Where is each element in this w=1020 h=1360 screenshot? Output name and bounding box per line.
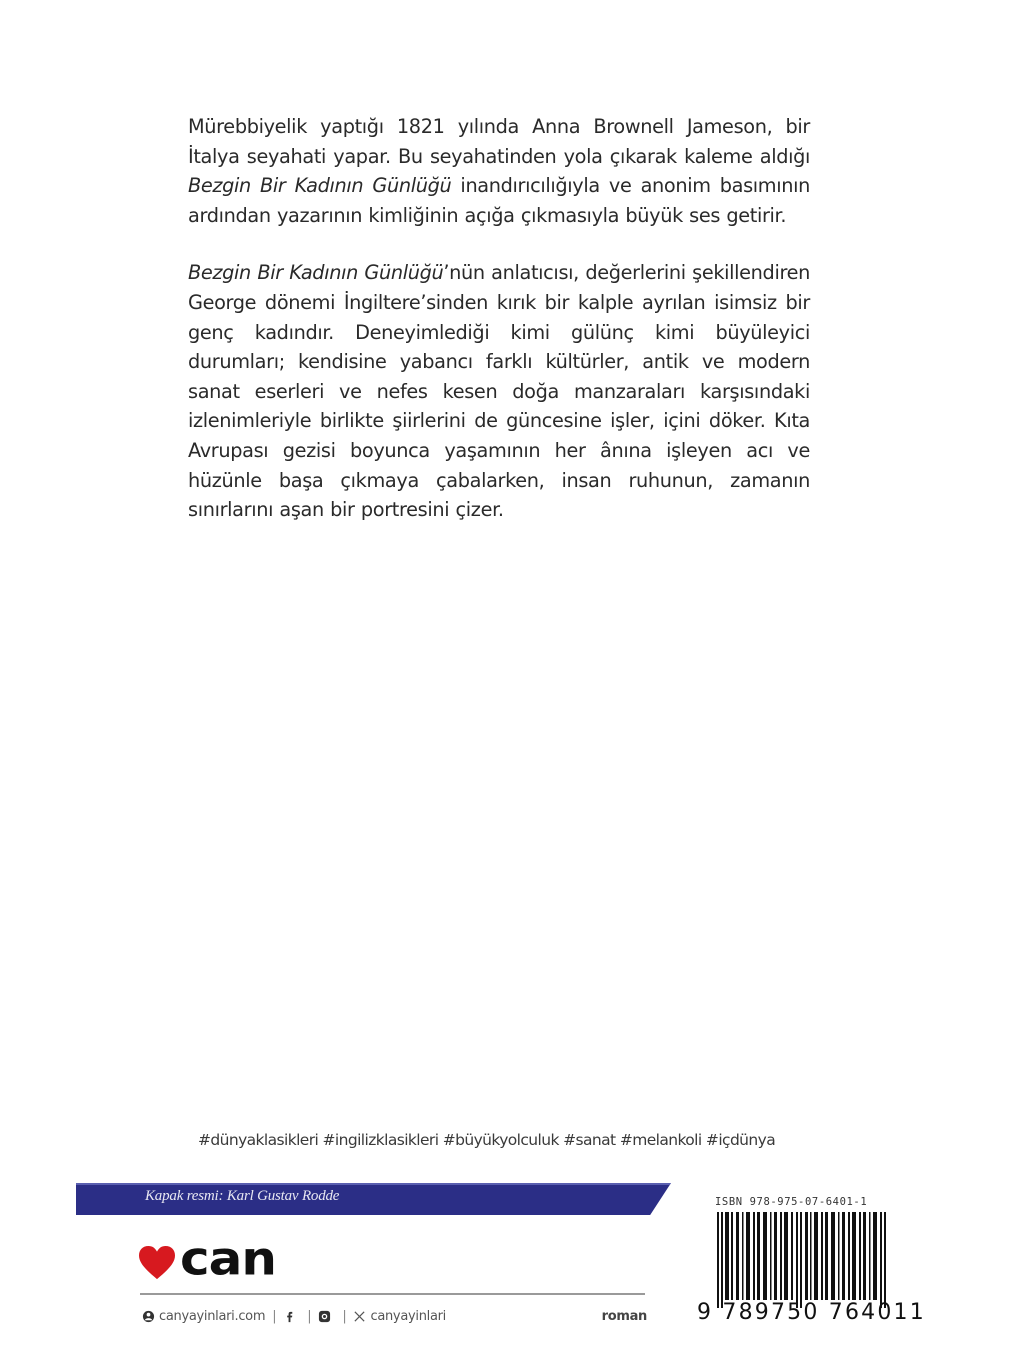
facebook-icon[interactable] <box>283 1310 296 1323</box>
heart-icon <box>138 1245 176 1281</box>
separator: | <box>307 1308 312 1324</box>
barcode-digits: 9 789750 764011 <box>697 1300 926 1325</box>
cover-credit: Kapak resmi: Karl Gustav Rodde <box>145 1188 340 1204</box>
back-cover-blurb <box>188 112 810 553</box>
blurb-paragraph-1: Mürebbiyelik yaptığı 1821 yılında Anna Brownell Jameson, bir İtalya seyahati yapar. Bu seyahatinden yola çıkarak kaleme aldığı Bezgin Bir Kadının Günlüğü inandırıcılığıyla ve anonim basımının ardından yazarının kimliğinin açığa çıkmasıyla büyük ses getirir. <box>188 115 810 227</box>
footer-divider <box>140 1293 645 1295</box>
book-title-italic: Bezgin Bir Kadının Günlüğü <box>188 261 444 285</box>
book-title-italic: Bezgin Bir Kadının Günlüğü <box>188 174 452 198</box>
logo-wordmark: can <box>180 1232 276 1286</box>
blurb-paragraph-2: Bezgin Bir Kadının Günlüğü’nün anlatıcısı, değerlerini şekillendiren George dönemi İngiltere’sinden kırık bir kalple ayrılan isimsiz bir genç kadındır. Deneyimlediği kimi gülünç kimi büyüleyici durumları; kendisine yabancı farklı kültürler, antik ve modern sanat eserleri ve nefes kesen doğa manzaraları karşısındaki izlenimleriyle birlikte şiirlerini de güncesine işler, içini döker. Kıta Avrupası gezisi boyunca yaşamının her ânına işleyen acı ve hüzünle başa çıkmaya çabalarken, insan ruhunun, zamanın sınırlarını aşan bir portresini çizer. <box>188 261 810 522</box>
x-handle-link[interactable]: canyayinlari <box>370 1308 446 1324</box>
publisher-logo <box>138 1232 276 1286</box>
website-link[interactable]: canyayinlari.com <box>159 1308 266 1324</box>
isbn-label: ISBN 978-975-07-6401-1 <box>715 1196 868 1208</box>
footer <box>142 1306 647 1326</box>
hashtags: #dünyaklasikleri #ingilizklasikleri #büyükyolculuk #sanat #melankoli #içdünya <box>198 1131 776 1149</box>
barcode-bars <box>717 1212 892 1308</box>
isbn-barcode <box>697 1196 926 1331</box>
x-icon[interactable] <box>353 1310 366 1323</box>
genre-label: roman <box>601 1308 647 1324</box>
separator: | <box>272 1308 277 1324</box>
separator: | <box>342 1308 347 1324</box>
instagram-icon[interactable] <box>318 1310 331 1323</box>
web-icon <box>142 1310 155 1323</box>
